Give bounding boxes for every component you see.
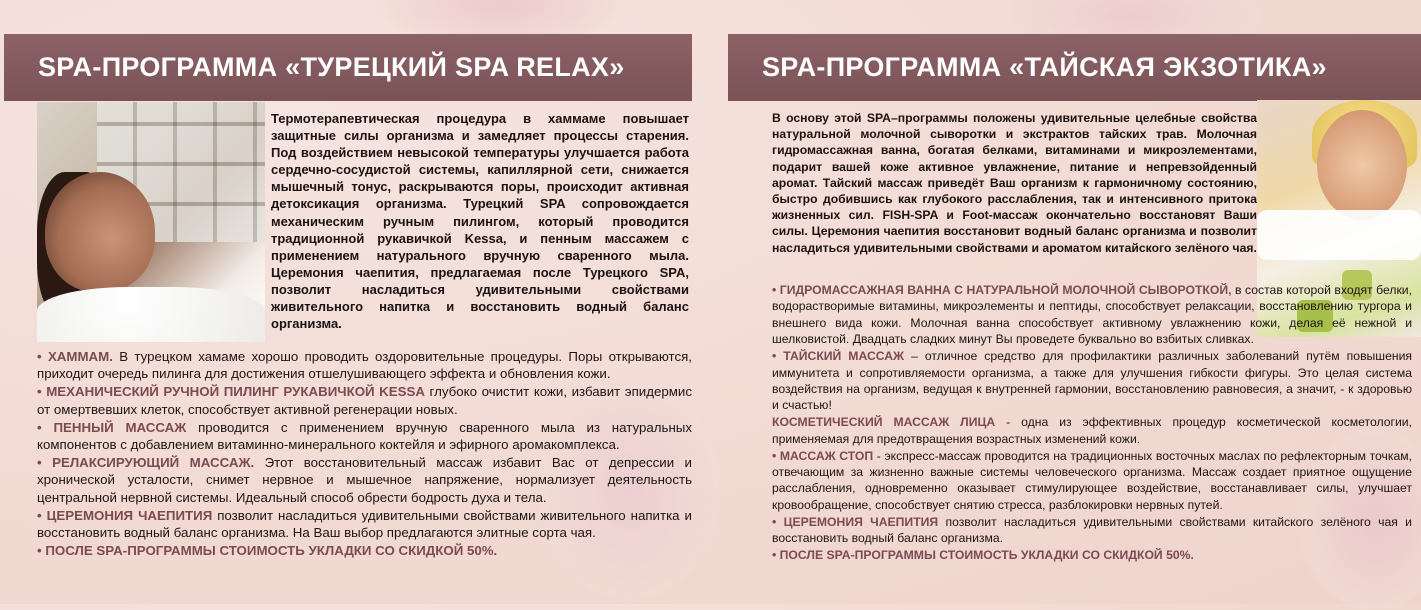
turkish-spa-title-banner [4,34,692,101]
list-item [37,507,692,542]
foam-shape [37,287,265,342]
bullet: • [772,448,777,463]
item-heading: МАССАЖ СТОП [779,448,874,463]
item-heading: КОСМЕТИЧЕСКИЙ МАССАЖ ЛИЦА [772,415,996,430]
item-text: Этот восстановительный массаж избавит Вас от депрессии и хронической усталости, снимет нервное и мышечное напряжение, нормализует деятельность центральной нервной системы. Идеальный способ обрести бодрость духа и тела. [37,454,692,505]
bullet: • [772,349,777,364]
turkish-spa-title: SPA-ПРОГРАММА «ТУРЕЦКИЙ SPA RELAX» [38,52,625,82]
thai-spa-title: SPA-ПРОГРАММА «ТАЙСКАЯ ЭКЗОТИКА» [762,52,1327,82]
item-text: позволит насладиться удивительными свойствами китайского зелёного чая и восстановить водный баланс организма. [772,514,1412,546]
face-shape [1317,110,1407,220]
item-text: – отличное средство для профилактики различных заболеваний путём повышения иммунитета и сопротивляемости организма, а также для улучшения гибкости фигуры. Это целая система воздействия на организм, ведущая к внутренней гармонии, восстановлению равновесия, а значит, - к здоровью и счастью! [772,349,1412,413]
thai-spa-intro: В основу этой SPA–программы положены удивительные целебные свойства натуральной молочной сыворотки и экстрактов тайских трав. Молочная гидромассажная ванна, богатая белками, витаминами и микроэлементами, подарит вашей коже активное увлажнение, питание и непревзойденный аромат. Тайский массаж приведёт Ваш организм к гармоничному состоянию, быстро добившись как глубокого расслабления, так и интенсивного притока жизненных сил. FISH-SPA и Foot-массаж окончательно восстановят Ваши силы. Церемония чаепития восстановит водный баланс организма и позволит насладиться удивительными свойствами и ароматом китайского зелёного чая. [772,111,1257,255]
item-heading: МЕХАНИЧЕСКИЙ РУЧНОЙ ПИЛИНГ РУКАВИЧКОЙ KESSA [46,384,425,400]
towel-shape [1257,210,1421,260]
bullet: • [37,349,42,364]
turkish-spa-intro: Термотерапевтическая процедура в хаммаме повышает защитные силы организма и замедляет процессы старения. Под воздействием невысокой температуры улучшается работа сердечно-сосудистой системы, капиллярной сети, снижается мышечный тонус, раскрываются поры, происходит активная детоксикация организма. Турецкий SPA сопровождается механическим ручным пилингом, который проводится традиционной рукавичкой Kessa, и пенным массажем с применением натурального вручную сваренного мыла. Церемония чаепития, предлагаемая после Турецкого SPA, позволит насладиться удивительными свойствами живительного напитка и восстановить водный баланс организма. [271,111,689,332]
bullet: • [772,283,777,297]
item-heading: ХАММАМ. [47,349,113,364]
item-heading: РЕЛАКСИРУЮЩИЙ МАССАЖ. [52,454,255,470]
item-heading: ТАЙСКИЙ МАССАЖ [783,349,905,364]
list-item [37,383,692,418]
face-shape [45,172,155,292]
thai-spa-items [772,282,1412,564]
thai-spa-title-banner [728,34,1421,101]
bullet: • [37,419,42,435]
item-heading: ПЕННЫЙ МАССАЖ [53,419,187,435]
discount-note: • ПОСЛЕ SPA-ПРОГРАММЫ СТОИМОСТЬ УКЛАДКИ СО СКИДКОЙ 50%. [37,542,498,558]
item-text: В турецком хамаме хорошо проводить оздоровительные процедуры. Поры открываются, приходит очередь пилинга для достижения отшелушивающего эффекта и обновления кожи. [37,349,692,382]
discount-note: • ПОСЛЕ SPA-ПРОГРАММЫ СТОИМОСТЬ УКЛАДКИ СО СКИДКОЙ 50%. [772,548,1194,562]
list-item [37,348,692,383]
item-heading: ЦЕРЕМОНИЯ ЧАЕПИТИЯ [46,507,213,523]
item-text: проводится с применением вручную сваренного мыла из натуральных компонентов с добавлением витаминно-минерального коктейля и эфирного аромакомплекса. [37,419,693,453]
item-text: глубоко очистит кожи, избавит эпидермис от омертвевших клеток, способствует активной регенерации новых. [37,384,692,417]
turkish-spa-items [37,348,692,560]
item-text: позволит насладиться удивительными свойствами живительного напитка и восстановить водный баланс организма. На Ваш выбор предлагаются элитные сорта чая. [37,507,692,541]
list-item [37,454,692,506]
list-item [37,419,692,454]
turkish-spa-panel [0,0,700,604]
list-item [772,282,1412,348]
thai-spa-panel [722,0,1421,604]
item-text: в состав которой входят белки, водорастворимые витамины, микроэлементы и пептиды, способствует релаксации, восстановлению тургора и внешнего вида кожи. Молочная ванна способствует активному увлажнению кожи, делая её нежной и шелковистой. Двадцать сладких минут Вы проведете буквально во взбитых сливках. [772,283,1412,347]
item-text: - экспресс-массаж проводится на традиционных восточных маслах по рефлекторным точкам, отвечающим за жизненно важные системы человеческого организма. Массаж создает приятное ощущение расслабления, одновременно оказывает стимулирующее воздействие, восстанавливает силы, улучшает кровообращение, способствует снятию стресса, разблокировки нервных путей. [772,448,1413,512]
item-heading: ЦЕРЕМОНИЯ ЧАЕПИТИЯ [783,514,939,529]
list-item [772,348,1412,414]
list-item [772,448,1412,514]
bullet: • [37,384,42,400]
list-item [772,514,1412,547]
item-text: - одна из эффективных процедур косметической косметологии, применяемая для предотвращения возрастных изменений кожи. [772,415,1412,446]
bullet: • [772,514,777,529]
item-heading: ГИДРОМАССАЖНАЯ ВАННА С НАТУРАЛЬНОЙ МОЛОЧНОЙ СЫВОРОТКОЙ, [779,283,1232,297]
bullet: • [37,454,42,470]
list-item [772,414,1412,447]
bullet: • [37,507,42,523]
hammam-photo [37,102,265,342]
